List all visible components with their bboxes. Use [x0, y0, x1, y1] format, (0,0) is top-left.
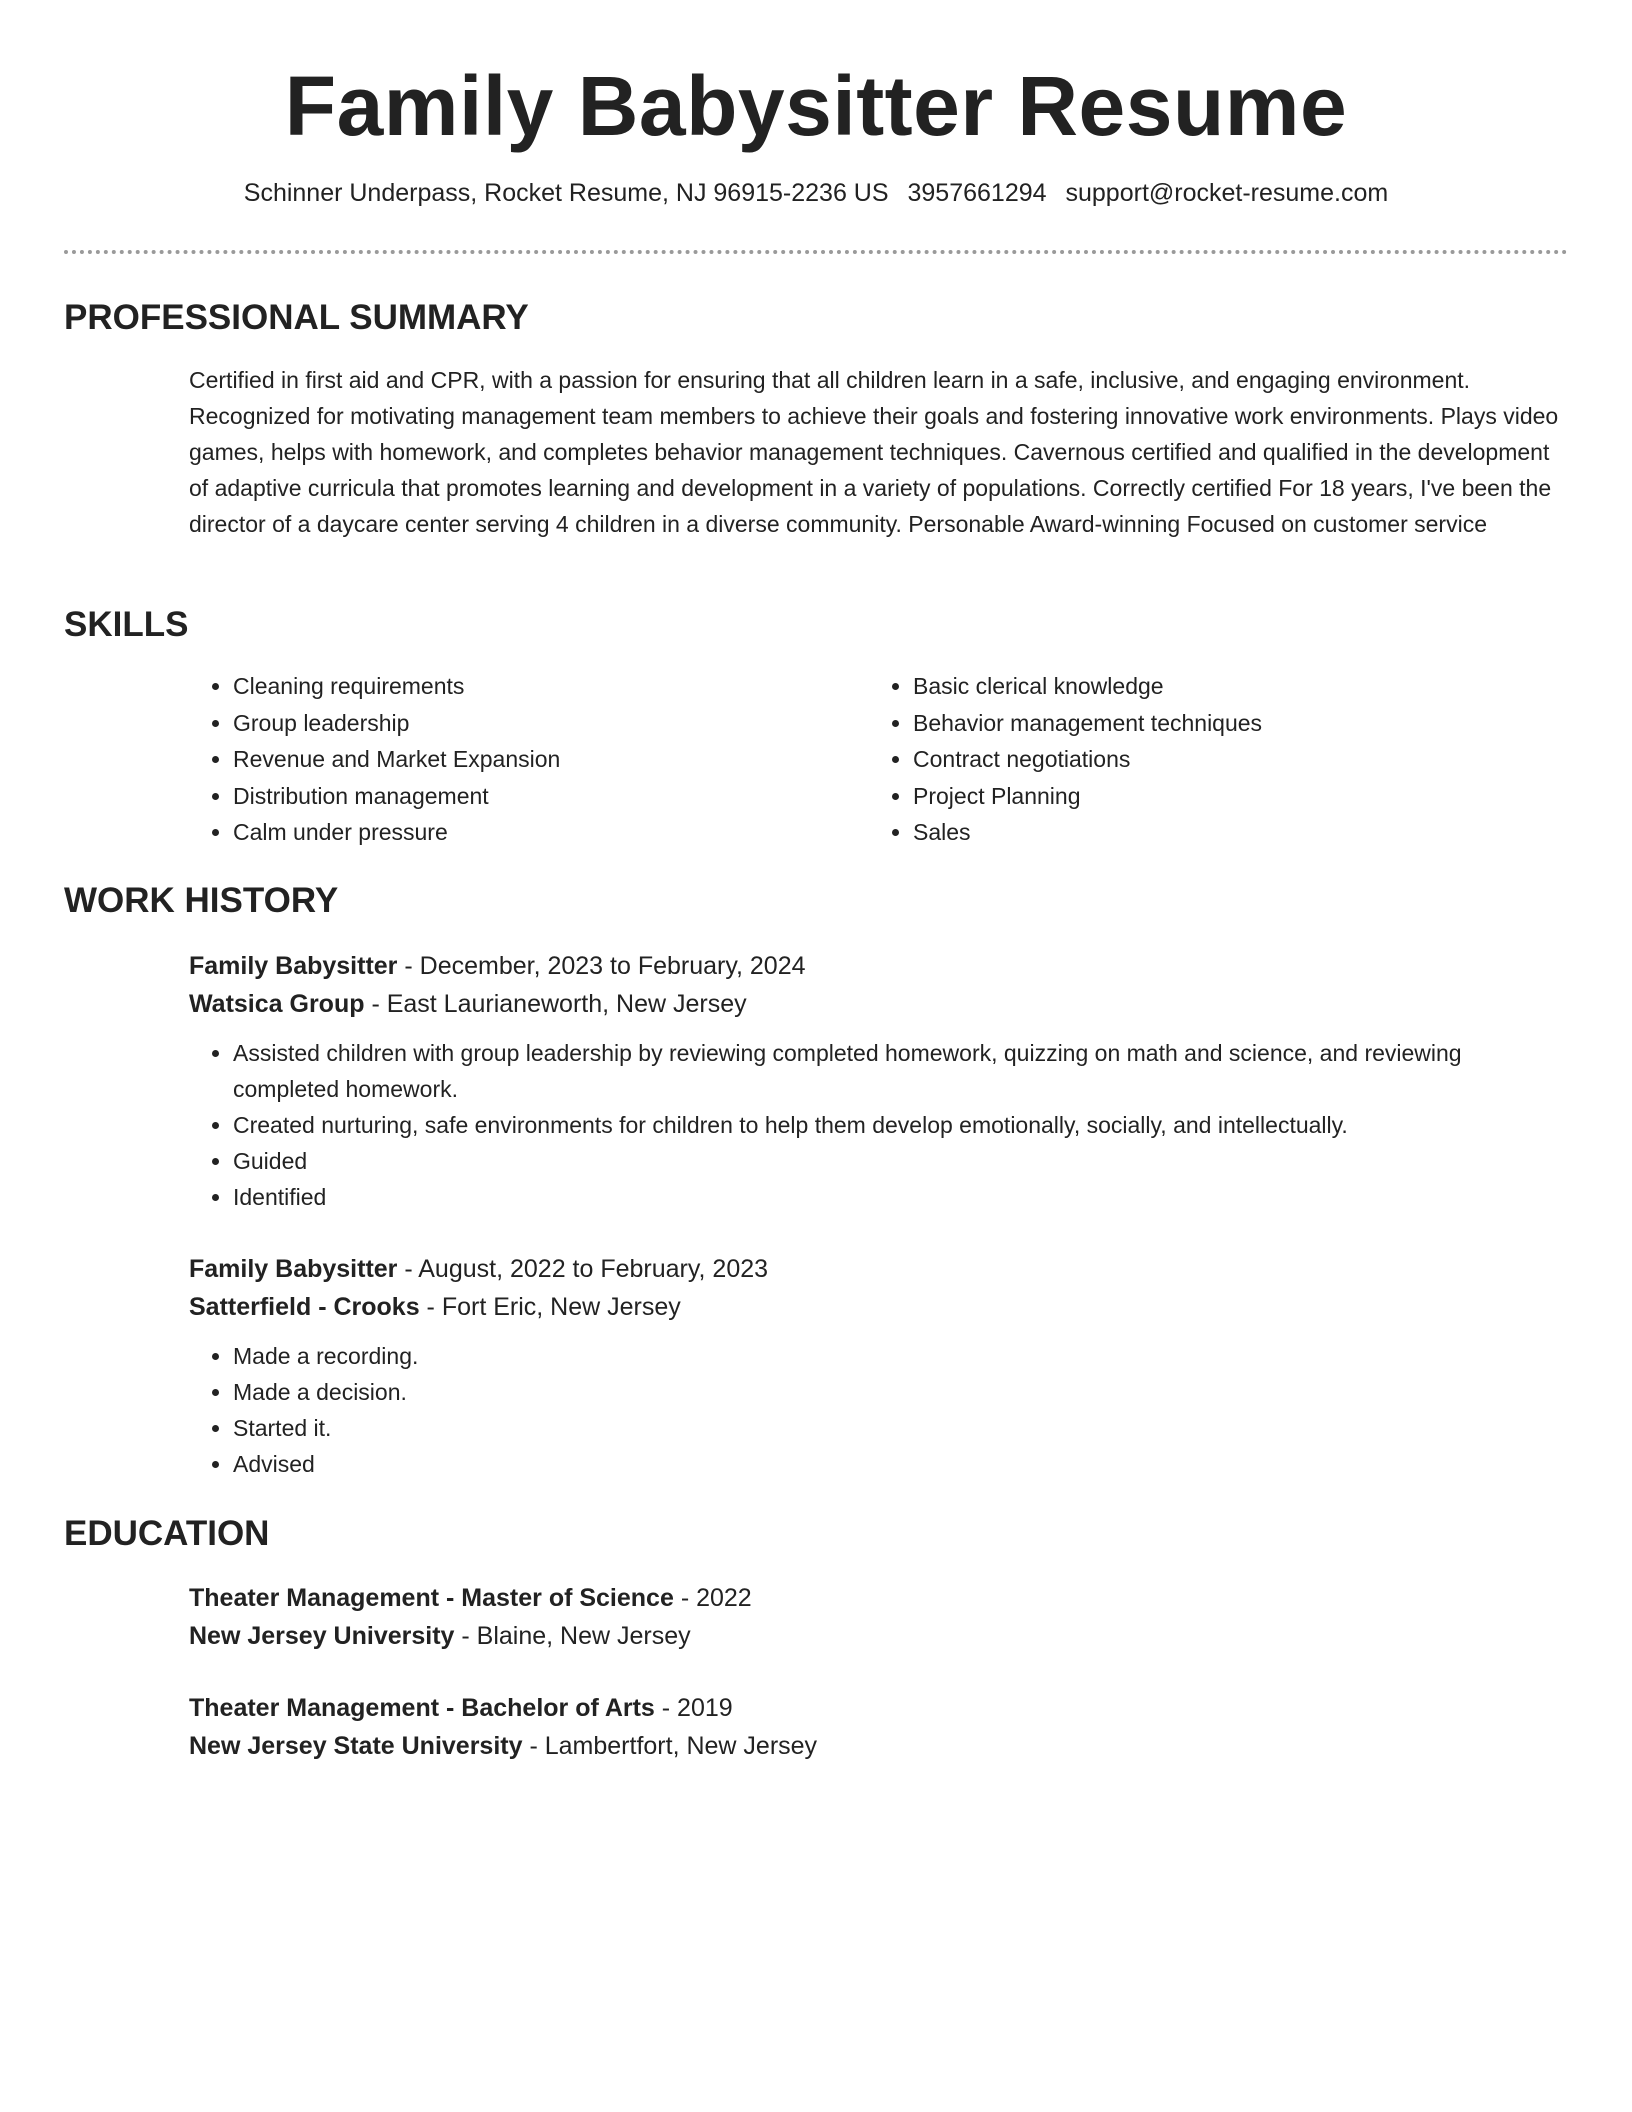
- resume-page: [64, 0, 1568, 1760]
- education-degree-line: [189, 1689, 1569, 1727]
- education-year: - 2019: [654, 1694, 733, 1722]
- section-heading-summary: PROFESSIONAL SUMMARY: [64, 298, 529, 337]
- education-school-line: [189, 1617, 1569, 1655]
- education-location: - Lambertfort, New Jersey: [522, 1732, 818, 1760]
- job-title-line: [189, 947, 1569, 985]
- job-company: Satterfield - Crooks: [189, 1293, 420, 1321]
- education-location: - Blaine, New Jersey: [454, 1622, 691, 1650]
- education-degree-line: [189, 1579, 1569, 1617]
- skill-item: • Sales: [913, 814, 1549, 851]
- section-heading-skills: SKILLS: [64, 605, 189, 644]
- education-school: New Jersey University: [189, 1622, 455, 1650]
- section-heading-work-history: WORK HISTORY: [64, 881, 339, 920]
- job-bullet: • Started it.: [233, 1410, 1569, 1446]
- job-bullet: • Identified: [233, 1179, 1569, 1215]
- job-bullets: [189, 1035, 1569, 1215]
- job-title: Family Babysitter: [189, 952, 398, 980]
- job-dates: - December, 2023 to February, 2024: [397, 952, 806, 980]
- skill-item: • Cleaning requirements: [233, 668, 869, 705]
- skill-item: • Revenue and Market Expansion: [233, 741, 869, 778]
- job-company-line: [189, 1288, 1569, 1326]
- contact-address: Schinner Underpass, Rocket Resume, NJ 96915-2236 US: [243, 179, 889, 207]
- education-entry: [189, 1579, 1569, 1655]
- job-bullet: • Assisted children with group leadership by reviewing completed homework, quizzing on math and science, and reviewing completed homework.: [233, 1035, 1569, 1107]
- education-degree: Theater Management - Bachelor of Arts: [189, 1694, 655, 1722]
- education-entry: [189, 1689, 1569, 1765]
- skill-item: • Distribution management: [233, 778, 869, 815]
- job-bullet: • Created nurturing, safe environments for children to help them develop emotionally, socially, and intellectually.: [233, 1107, 1569, 1143]
- job-entry: [189, 1250, 1569, 1482]
- section-heading-education: EDUCATION: [64, 1514, 270, 1553]
- job-company: Watsica Group: [189, 990, 365, 1018]
- summary-block: [189, 362, 1569, 542]
- skills-list: [189, 668, 1569, 851]
- education-degree: Theater Management - Master of Science: [189, 1584, 674, 1612]
- contact-email: support@rocket-resume.com: [1065, 179, 1389, 207]
- summary-text: Certified in first aid and CPR, with a passion for ensuring that all children learn in a safe, inclusive, and engaging environment. Recognized for motivating management team members to achieve their goals and fostering innovative work environments. Plays video games, helps with homework, and completes behavior management techniques. Cavernous certified and qualified in the development of adaptive curricula that promotes learning and development in a variety of populations. Correctly certified For 18 years, I've been the director of a daycare center serving 4 children in a diverse community. Personable Award-winning Focused on customer service: [189, 367, 1559, 537]
- job-location: - East Laurianeworth, New Jersey: [364, 990, 747, 1018]
- contact-line: [64, 176, 1568, 210]
- job-bullet: • Advised: [233, 1446, 1569, 1482]
- skill-item: • Behavior management techniques: [913, 705, 1549, 742]
- education-school-line: [189, 1727, 1569, 1765]
- skill-item: • Basic clerical knowledge: [913, 668, 1549, 705]
- job-bullet: • Made a decision.: [233, 1374, 1569, 1410]
- skills-column-left: [189, 668, 869, 851]
- skill-item: • Contract negotiations: [913, 741, 1549, 778]
- job-title-line: [189, 1250, 1569, 1288]
- job-location: - Fort Eric, New Jersey: [419, 1293, 681, 1321]
- education-year: - 2022: [673, 1584, 752, 1612]
- job-entry: [189, 947, 1569, 1215]
- job-title: Family Babysitter: [189, 1255, 398, 1283]
- job-company-line: [189, 985, 1569, 1023]
- job-bullet: • Made a recording.: [233, 1338, 1569, 1374]
- job-bullets: [189, 1338, 1569, 1482]
- header-divider: [64, 250, 1568, 254]
- contact-phone: 3957661294: [907, 179, 1047, 207]
- page-title: Family Babysitter Resume: [284, 59, 1348, 153]
- skill-item: • Project Planning: [913, 778, 1549, 815]
- education-school: New Jersey State University: [189, 1732, 523, 1760]
- skill-item: • Calm under pressure: [233, 814, 869, 851]
- skills-column-right: [869, 668, 1549, 851]
- skill-item: • Group leadership: [233, 705, 869, 742]
- job-bullet: • Guided: [233, 1143, 1569, 1179]
- job-dates: - August, 2022 to February, 2023: [397, 1255, 769, 1283]
